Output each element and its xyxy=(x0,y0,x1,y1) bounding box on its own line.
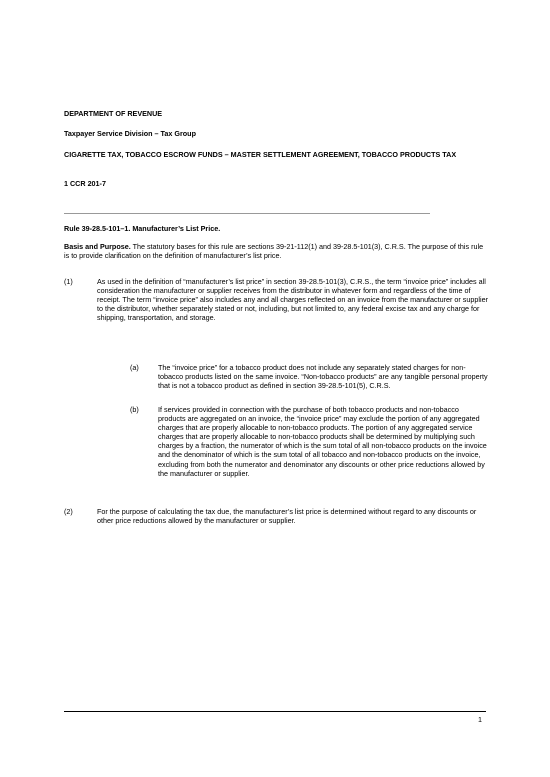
section-1a-number: (a) xyxy=(130,363,139,372)
section-2-text: For the purpose of calculating the tax due, the manufacturer’s list price is determined without regard to any discounts or other price reductions allowed by the manufacturer or supplier. xyxy=(97,507,477,526)
rule-title: Rule 39-28.5-101–1. Manufacturer’s List Price. xyxy=(64,224,221,233)
footer-divider xyxy=(64,711,486,712)
department-heading: DEPARTMENT OF REVENUE xyxy=(64,109,163,118)
basis-paragraph xyxy=(64,242,488,260)
section-1b-text: If services provided in connection with the purchase of both tobacco products and non-tobacco products are aggregated on an invoice, the “invoice price” may exclude the portion of any aggregated charges that are properly allocable to non-tobacco products. The portion of any aggregated service charges that are properly allocable to non-tobacco products shall be determined by multiplying such charges by a fraction, the numerator of which is the sum total of all non-tobacco products on the invoice and the denominator of which is the sum total of all tobacco and non-tobacco products on the invoice, excluding from both the numerator and denominator any discounts or other price reductions allowed by the manufacturer or supplier. xyxy=(158,405,487,478)
basis-label: Basis and Purpose. xyxy=(64,242,131,251)
subject-heading: CIGARETTE TAX, TOBACCO ESCROW FUNDS – MASTER SETTLEMENT AGREEMENT, TOBACCO PRODUCTS TAX xyxy=(64,150,457,159)
section-2-number: (2) xyxy=(64,507,73,516)
division-heading: Taxpayer Service Division – Tax Group xyxy=(64,129,196,138)
section-1-number: (1) xyxy=(64,277,73,286)
header-divider xyxy=(64,213,430,214)
basis-text: The statutory bases for this rule are sections 39-21-112(1) and 39-28.5-101(3), C.R.S. The purpose of this rule is to provide clarification on the definition of manufacturer’s list price. xyxy=(64,242,484,261)
page-number: 1 xyxy=(478,715,482,724)
section-1-text: As used in the definition of “manufacturer’s list price” in section 39-28.5-101(3), C.R.S., the term “invoice price” includes all consideration the manufacturer or supplier receives from the distributor in whatever form and regardless of the time of receipt. The term “invoice price” also includes any and all charges reflected on an invoice from the manufacturer or supplier to the distributor, whether separately stated or not, including, but not limited to, any federal excise tax and any charge for shipping, transportation, and storage. xyxy=(97,277,488,323)
section-1b-number: (b) xyxy=(130,405,139,414)
ccr-heading: 1 CCR 201-7 xyxy=(64,179,106,188)
section-1a-text: The “invoice price” for a tobacco product does not include any separately stated charges for non-tobacco products listed on the same invoice. “Non-tobacco products” are any tangible personal property that is not a tobacco product as defined in section 39-28.5-101(5), C.R.S. xyxy=(158,363,488,391)
